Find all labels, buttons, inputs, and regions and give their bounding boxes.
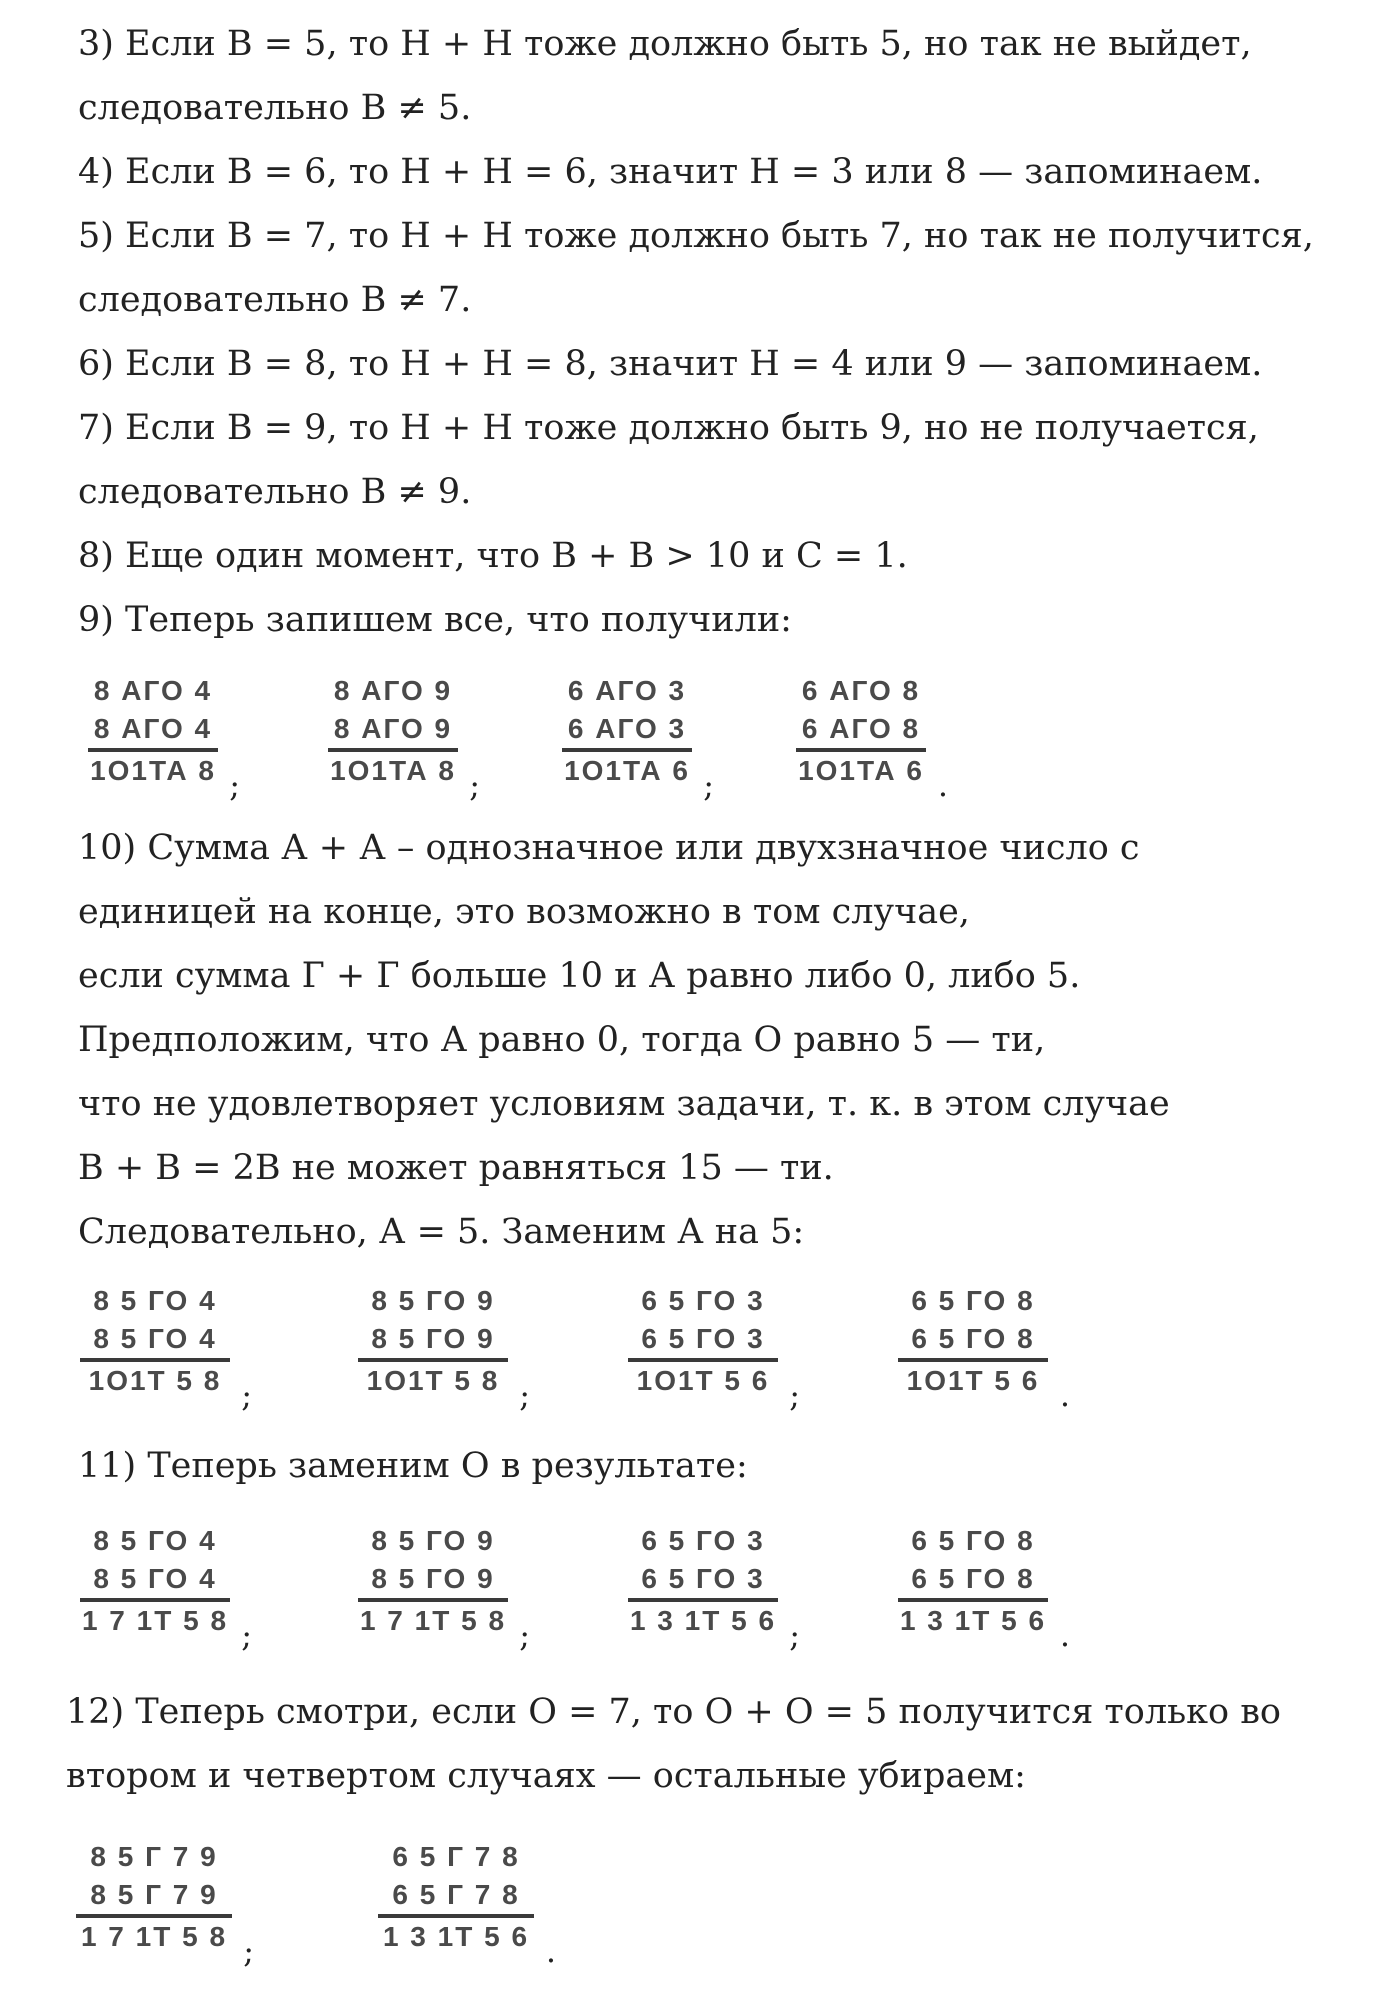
- text-line: втором и четвертом случаях — остальные убираем:: [66, 1756, 1026, 1796]
- text-line: 7) Если В = 9, то Н + Н тоже должно быть 9, но не получается,: [78, 408, 1259, 448]
- text-line: 3) Если В = 5, то Н + Н тоже должно быть 5, но так не выйдет,: [78, 24, 1252, 64]
- addend-1: 6 5 ГО 8: [911, 1285, 1035, 1316]
- separator: ;: [703, 766, 714, 804]
- addition-row: [0, 1522, 1400, 1652]
- addend-2: 6 АГО 3: [562, 710, 692, 752]
- separator: ;: [519, 1376, 530, 1414]
- addend-2: 8 АГО 4: [88, 710, 218, 752]
- separator: .: [545, 1932, 556, 1970]
- addend-2: 6 5 ГО 3: [628, 1560, 778, 1602]
- addend-1: 6 5 ГО 3: [641, 1525, 765, 1556]
- separator: ;: [469, 766, 480, 804]
- sum-result: 1О1Т 5 6: [906, 1365, 1040, 1396]
- text-line: 11) Теперь заменим О в результате:: [78, 1446, 748, 1486]
- addend-2: 8 5 ГО 9: [358, 1320, 508, 1362]
- addend-2: 6 5 ГО 8: [898, 1560, 1048, 1602]
- sum-result: 1О1ТА 8: [330, 755, 456, 786]
- column-addition: [898, 1282, 1070, 1414]
- addend-2: 6 5 Г 7 8: [378, 1876, 534, 1918]
- addend-1: 8 5 ГО 9: [371, 1525, 495, 1556]
- separator: ;: [243, 1932, 254, 1970]
- addend-2: 8 АГО 9: [328, 710, 458, 752]
- sum-result: 1О1Т 5 8: [88, 1365, 222, 1396]
- column-addition: [378, 1838, 556, 1970]
- sum-result: 1О1Т 5 6: [636, 1365, 770, 1396]
- text-line: 4) Если В = 6, то Н + Н = 6, значит Н = 3 или 8 — запоминаем.: [78, 152, 1263, 192]
- addend-1: 8 5 ГО 4: [93, 1285, 217, 1316]
- addend-1: 8 АГО 4: [93, 675, 213, 706]
- sum-result: 1О1Т 5 8: [366, 1365, 500, 1396]
- addend-1: 6 АГО 3: [567, 675, 687, 706]
- addend-2: 8 5 Г 7 9: [76, 1876, 232, 1918]
- text-line: что не удовлетворяет условиям задачи, т. к. в этом случае: [78, 1084, 1170, 1124]
- text-line: 10) Сумма А + А – однозначное или двухзначное число с: [78, 828, 1140, 868]
- sum-result: 1 3 1Т 5 6: [382, 1921, 530, 1952]
- separator: ;: [229, 766, 240, 804]
- text-line: Следовательно, А = 5. Заменим А на 5:: [78, 1212, 805, 1252]
- column-addition: [88, 672, 240, 804]
- column-addition: [796, 672, 948, 804]
- addend-1: 8 АГО 9: [333, 675, 453, 706]
- text-line: следовательно В ≠ 9.: [78, 472, 472, 512]
- sum-result: 1 7 1Т 5 8: [81, 1605, 229, 1636]
- separator: ;: [241, 1616, 252, 1654]
- text-line: 6) Если В = 8, то Н + Н = 8, значит Н = 4 или 9 — запоминаем.: [78, 344, 1263, 384]
- text-line: следовательно В ≠ 7.: [78, 280, 472, 320]
- addend-2: 8 5 ГО 4: [80, 1320, 230, 1362]
- addition-row: [0, 1838, 1400, 1968]
- column-addition: [358, 1282, 530, 1414]
- separator: .: [1059, 1376, 1070, 1414]
- text-line: Предположим, что А равно 0, тогда О равно 5 — ти,: [78, 1020, 1046, 1060]
- column-addition: [76, 1838, 254, 1970]
- addend-1: 6 АГО 8: [801, 675, 921, 706]
- addend-1: 8 5 ГО 4: [93, 1525, 217, 1556]
- addend-2: 6 5 ГО 3: [628, 1320, 778, 1362]
- separator: .: [1059, 1616, 1070, 1654]
- sum-result: 1О1ТА 8: [90, 755, 216, 786]
- separator: ;: [519, 1616, 530, 1654]
- text-line: единицей на конце, это возможно в том случае,: [78, 892, 970, 932]
- sum-result: 1 7 1Т 5 8: [359, 1605, 507, 1636]
- separator: .: [937, 766, 948, 804]
- addition-row: [0, 1282, 1400, 1412]
- addend-1: 6 5 ГО 8: [911, 1525, 1035, 1556]
- sum-result: 1 7 1Т 5 8: [80, 1921, 228, 1952]
- separator: ;: [241, 1376, 252, 1414]
- sum-result: 1О1ТА 6: [564, 755, 690, 786]
- text-line: 12) Теперь смотри, если О = 7, то О + О = 5 получится только во: [66, 1692, 1281, 1732]
- column-addition: [898, 1522, 1070, 1654]
- addend-1: 8 5 Г 7 9: [90, 1841, 218, 1872]
- text-line: В + В = 2В не может равняться 15 — ти.: [78, 1148, 834, 1188]
- column-addition: [562, 672, 714, 804]
- sum-result: 1 3 1Т 5 6: [899, 1605, 1047, 1636]
- column-addition: [628, 1282, 800, 1414]
- text-line: следовательно В ≠ 5.: [78, 88, 472, 128]
- addend-2: 6 АГО 8: [796, 710, 926, 752]
- sum-result: 1 3 1Т 5 6: [629, 1605, 777, 1636]
- addend-1: 8 5 ГО 9: [371, 1285, 495, 1316]
- separator: ;: [789, 1376, 800, 1414]
- sum-result: 1О1ТА 6: [798, 755, 924, 786]
- text-line: 5) Если В = 7, то Н + Н тоже должно быть 7, но так не получится,: [78, 216, 1314, 256]
- addend-1: 6 5 ГО 3: [641, 1285, 765, 1316]
- column-addition: [358, 1522, 530, 1654]
- separator: ;: [789, 1616, 800, 1654]
- addend-2: 6 5 ГО 8: [898, 1320, 1048, 1362]
- addend-2: 8 5 ГО 4: [80, 1560, 230, 1602]
- column-addition: [328, 672, 480, 804]
- text-line: 9) Теперь запишем все, что получили:: [78, 600, 792, 640]
- text-line: 8) Еще один момент, что В + В > 10 и С = 1.: [78, 536, 908, 576]
- addition-row: [0, 672, 1400, 802]
- text-line: если сумма Г + Г больше 10 и А равно либо 0, либо 5.: [78, 956, 1081, 996]
- addend-1: 6 5 Г 7 8: [392, 1841, 520, 1872]
- addend-2: 8 5 ГО 9: [358, 1560, 508, 1602]
- column-addition: [628, 1522, 800, 1654]
- column-addition: [80, 1282, 252, 1414]
- column-addition: [80, 1522, 252, 1654]
